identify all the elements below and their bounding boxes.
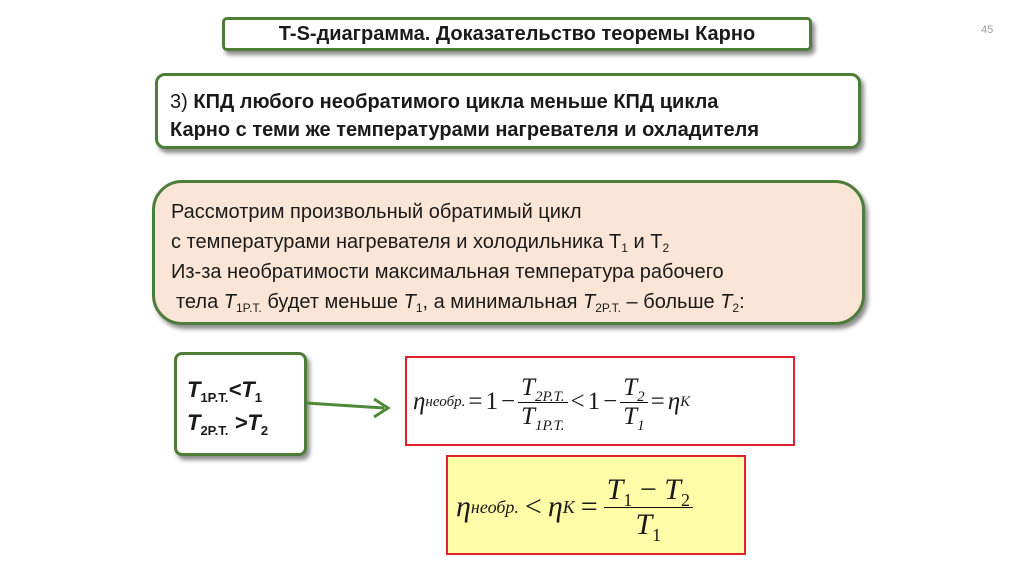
efficiency-result-formula [446, 455, 746, 555]
fraction-carnot-efficiency: $\frac{T_1 - T_2}{T_1}$ [604, 473, 693, 542]
fraction-t2-t1: $\frac{T_2}{T_1}$ [620, 374, 647, 431]
explanation-box [152, 180, 865, 325]
slide-title [222, 17, 812, 51]
inequality-t1: $T_{1P.T.}<T_1$ [187, 377, 262, 405]
explanation-line-2: с температурами нагревателя и холодильника $T_1$ и $T_2$ [171, 231, 670, 255]
formula-result: η необр. < η K = $\frac{T_1 - T_2}{T_1}$ [456, 461, 746, 553]
fraction-t2rt-t1rt: $\frac{T_{2P.T.}}{T_{1P.T.}}$ [518, 374, 567, 431]
theorem-statement [155, 73, 861, 149]
temperature-inequalities [174, 352, 307, 456]
theorem-text-2: Карно с теми же температурами нагревателя и охладителя [170, 119, 760, 141]
efficiency-inequality-formula [405, 356, 795, 446]
formula-irreversible-efficiency: η необр. = 1 − $\frac{T_{2P.T.}}{T_{1P.T.}}$ < 1 − $\frac{T_2}{T_1}$ = η K [413, 373, 691, 434]
inequality-t2: $T_{2P.T.} >T_2$ [187, 410, 269, 438]
right-arrow-icon [304, 394, 396, 424]
slide-number: 45 [981, 24, 994, 36]
explanation-line-4: тела $T_{1P.T.}$ будет меньше $T_1$, а минимальная $T_{2P.T.}$ – больше $T_2$: [176, 291, 745, 315]
theorem-text-1: КПД любого необратимого цикла меньше КПД цикла [193, 91, 719, 113]
explanation-line-3: Из-за необратимости максимальная температура рабочего [171, 261, 724, 283]
theorem-number: 3) [170, 91, 188, 113]
theorem-line-1 [170, 88, 858, 116]
explanation-line-1: Рассмотрим произвольный обратимый цикл [171, 201, 582, 223]
slide-title-text: T-S-диаграмма. Доказательство теоремы Карно [278, 22, 756, 45]
